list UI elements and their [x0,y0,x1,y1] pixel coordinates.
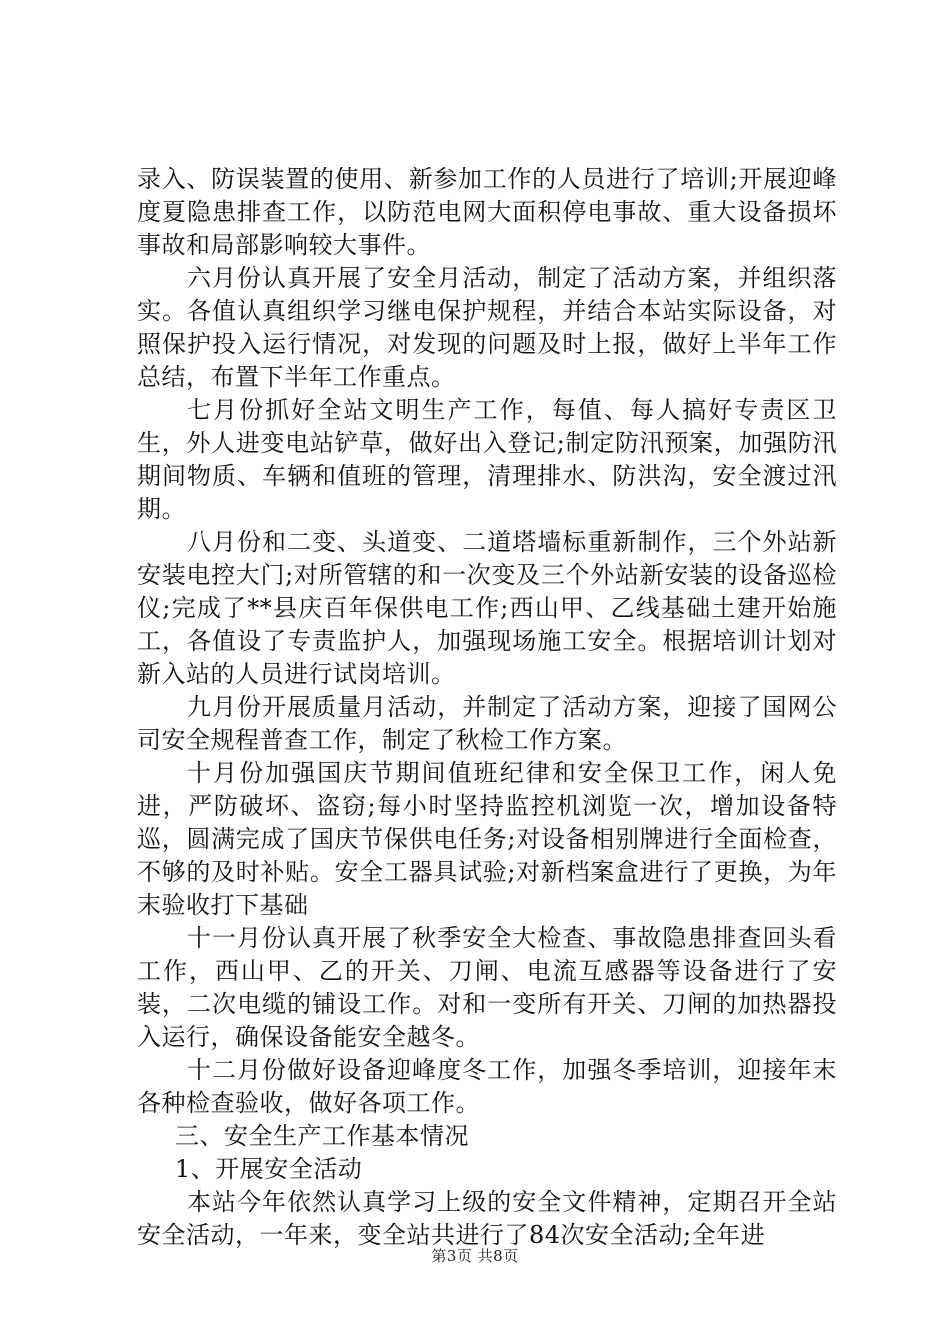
document-body [137,163,837,1252]
paragraph-december: 十二月份做好设备迎峰度冬工作，加强冬季培训，迎接年末各种检查验收，做好各项工作。 [137,1056,837,1117]
subsection-heading-safety-activities: 1、开展安全活动 [175,1155,363,1183]
page-number-footer: 第3页 共8页 [431,1247,519,1265]
paragraph-safety-activities: 本站今年依然认真学习上级的安全文件精神，定期召开全站安全活动，一年来，变全站共进行了84次安全活动;全年进 [137,1188,837,1249]
paragraph-november: 十一月份认真开展了秋季安全大检查、事故隐患排查回头看工作，西山甲、乙的开关、刀闸、电流互感器等设备进行了安装，二次电缆的铺设工作。对和一变所有开关、刀闸的加热器投入运行，确保设备能安全越冬。 [137,924,837,1051]
paragraph-training-may: 录入、防误装置的使用、新参加工作的人员进行了培训;开展迎峰度夏隐患排查工作，以防范电网大面积停电事故、重大设备损坏事故和局部影响较大事件。 [137,165,837,259]
section-heading-safety-production: 三、安全生产工作基本情况 [175,1122,469,1150]
paragraph-august: 八月份和二变、头道变、二道塔墙标重新制作，三个外站新安装电控大门;对所管辖的和一次变及三个外站新安装的设备巡检仪;完成了**县庆百年保供电工作;西山甲、乙线基础土建开始施工，各值设了专责监护人，加强现场施工安全。根据培训计划对新入站的人员进行试岗培训。 [137,528,837,688]
paragraph-october: 十月份加强国庆节期间值班纪律和安全保卫工作，闲人免进，严防破坏、盗窃;每小时坚持监控机浏览一次，增加设备特巡，圆满完成了国庆节保供电任务;对设备相别牌进行全面检查，不够的及时补贴。安全工器具试验;对新档案盒进行了更换，为年末验收打下基础 [137,759,837,919]
paragraph-july: 七月份抓好全站文明生产工作，每值、每人搞好专责区卫生，外人进变电站铲草，做好出入登记;制定防汛预案，加强防汛期间物质、车辆和值班的管理，清理排水、防洪沟，安全渡过汛期。 [137,396,837,523]
paragraph-september: 九月份开展质量月活动，并制定了活动方案，迎接了国网公司安全规程普查工作，制定了秋检工作方案。 [137,693,837,754]
paragraph-june: 六月份认真开展了安全月活动，制定了活动方案，并组织落实。各值认真组织学习继电保护规程，并结合本站实际设备，对照保护投入运行情况，对发现的问题及时上报，做好上半年工作总结，布置下半年工作重点。 [137,264,837,391]
